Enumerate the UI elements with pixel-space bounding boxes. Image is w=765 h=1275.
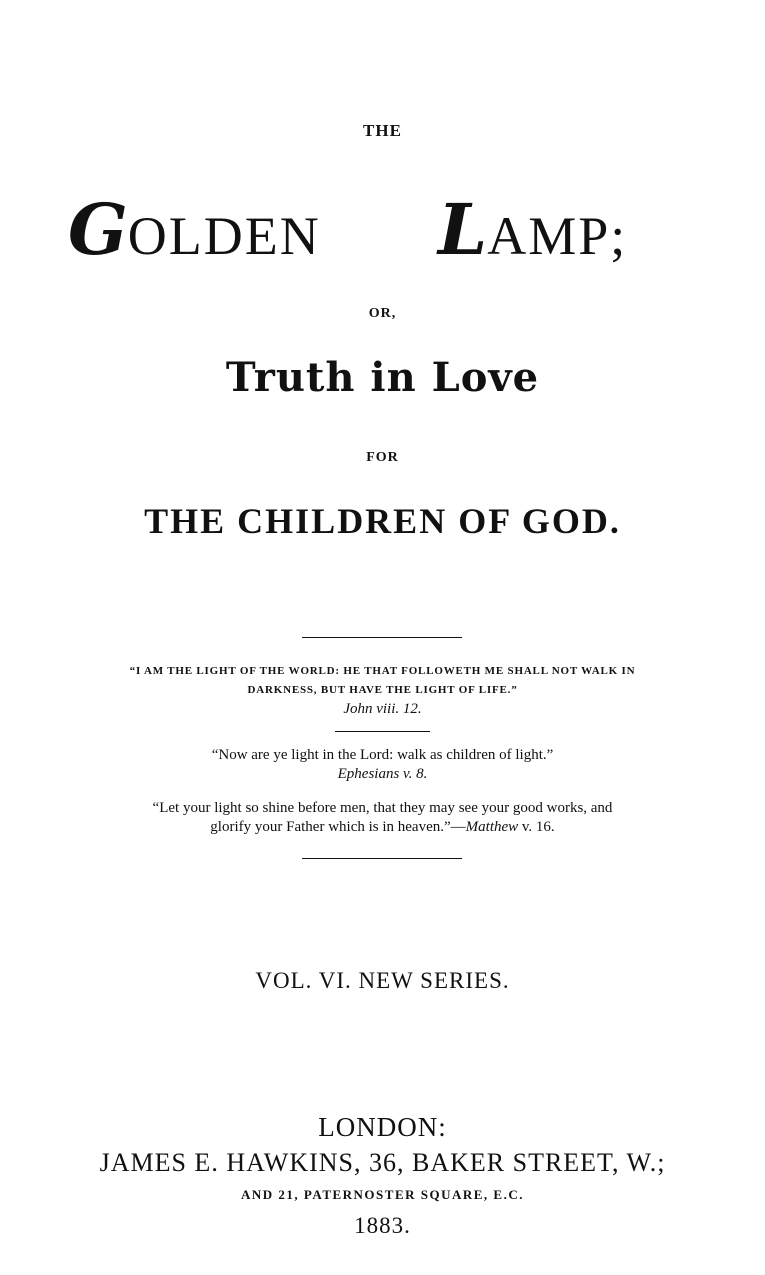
- epigraph-2-citation: Ephesians v. 8.: [337, 766, 428, 782]
- or-connector: OR,: [368, 306, 397, 321]
- title-word-golden: [68, 190, 321, 276]
- subtitle-blackletter: Truth in Love: [225, 354, 540, 401]
- title-article: THE: [363, 121, 402, 140]
- epigraph-3-citation: Matthew: [465, 819, 519, 835]
- ornamental-initial-g: G: [68, 188, 128, 271]
- main-title: [0, 190, 765, 280]
- divider-bottom: [302, 858, 462, 859]
- divider-top: [302, 637, 462, 638]
- epigraph-3-line-2: [40, 818, 725, 837]
- epigraph-1-line-2: DARKNESS, BUT HAVE THE LIGHT OF LIFE.”: [247, 684, 518, 696]
- for-connector: FOR: [366, 450, 399, 465]
- imprint-address: AND 21, PATERNOSTER SQUARE, E.C.: [241, 1187, 524, 1202]
- ornamental-initial-l: L: [438, 188, 488, 271]
- epigraph-1-citation: John viii. 12.: [343, 701, 422, 717]
- epigraph-1: [40, 662, 725, 700]
- epigraph-3: [40, 799, 725, 837]
- epigraph-3-reference: v. 16.: [518, 819, 555, 835]
- imprint-publisher: JAMES E. HAWKINS, 36, BAKER STREET, W.;: [99, 1148, 666, 1177]
- epigraph-3-line-2-text: glorify your Father which is in heaven.”—: [210, 819, 466, 835]
- dedication-heading: THE CHILDREN OF GOD.: [144, 501, 621, 541]
- imprint-city: LONDON:: [318, 1112, 447, 1142]
- epigraph-2: “Now are ye light in the Lord: walk as children of light.”: [211, 747, 554, 763]
- title-word-lamp: [438, 190, 627, 276]
- epigraph-1-line-1: “I AM THE LIGHT OF THE WORLD: HE THAT FOLLOWETH ME SHALL NOT WALK IN: [129, 665, 636, 677]
- epigraph-3-line-1: “Let your light so shine before men, that they may see your good works, and: [152, 800, 613, 816]
- title-word-lamp-rest: AMP;: [487, 206, 628, 266]
- title-word-golden-rest: OLDEN: [127, 206, 321, 266]
- volume-line: VOL. VI. NEW SERIES.: [255, 968, 510, 993]
- imprint-year: 1883.: [354, 1213, 411, 1238]
- divider-middle: [335, 731, 430, 732]
